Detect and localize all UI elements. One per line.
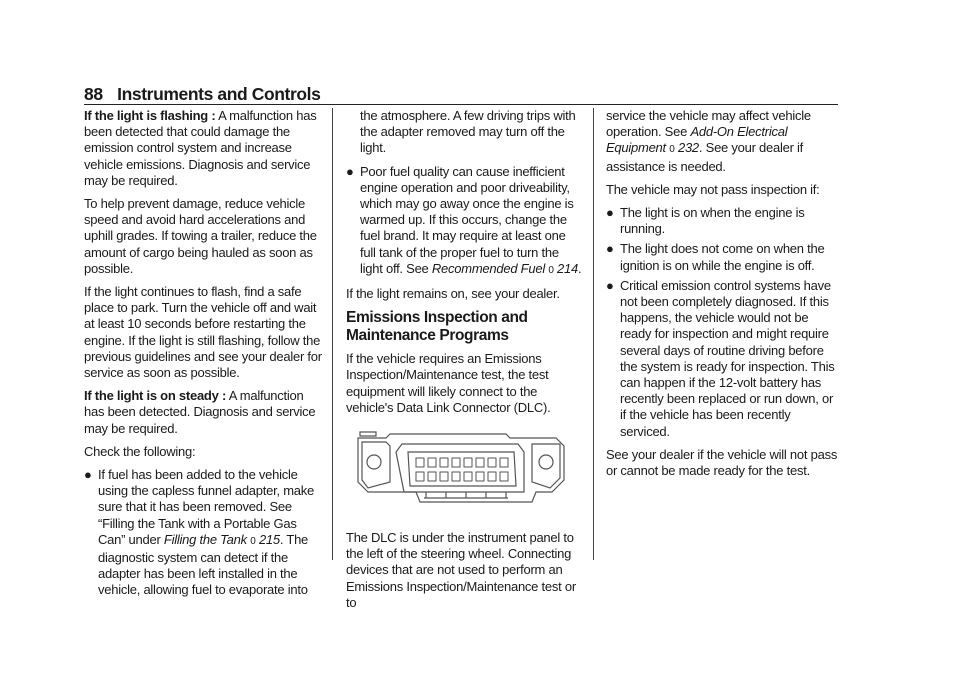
page-ref-icon: 0 bbox=[250, 535, 256, 547]
paragraph-flashing: If the light is flashing : A malfunction has been detected that could damage the emission control system and increase vehicle emissions. Diagnosis and service may be required. bbox=[84, 108, 317, 188]
bullet-icon: ● bbox=[606, 241, 614, 257]
fuel-list bbox=[346, 164, 582, 279]
paragraph-dlc-location: The DLC is under the instrument panel to the left of the steering wheel. Connecting devices that are not used to perform an Emissions Inspection/Maintenance test or to bbox=[346, 530, 576, 610]
flashing-label: If the light is flashing : bbox=[84, 108, 216, 123]
bullet-icon: ● bbox=[606, 205, 614, 221]
bullet-continuation: the atmosphere. A few driving trips with the adapter removed may turn off the light. bbox=[360, 108, 576, 156]
bullet-icon: ● bbox=[606, 277, 614, 293]
page-ref-number[interactable]: 232 bbox=[677, 140, 699, 156]
list-item: ● The light is on when the engine is running. bbox=[606, 205, 805, 237]
paragraph-continuation: service the vehicle may affect vehicle operation. See Add-On Electrical Equipment 0 232. See your dealer if assistance is needed. bbox=[606, 108, 811, 174]
section-heading: Emissions Inspection and Maintenance Programs bbox=[346, 309, 528, 345]
page-ref-icon: 0 bbox=[669, 144, 675, 156]
list-item: ● Poor fuel quality can cause inefficient engine operation and poor driveability, which may go away once the engine is warmed up. If this occurs, change the fuel brand. It may require at least one full tank of the proper fuel to turn the light off. See Recommended Fuel 0 214. bbox=[346, 163, 582, 276]
check-list bbox=[84, 467, 324, 599]
column-divider-1 bbox=[332, 108, 333, 560]
column-3 bbox=[606, 108, 842, 486]
bullet-icon: ● bbox=[346, 163, 354, 179]
paragraph-not-pass: The vehicle may not pass inspection if: bbox=[606, 181, 820, 197]
list-item: ● Critical emission control systems have not been completely diagnosed. If this happens, the vehicle would not be ready for inspection and might require several days of routine driving before the system is ready for inspection. This can happen if the 12-volt battery has recently been replaced or run down, or if the vehicle has been recently serviced. bbox=[606, 277, 835, 439]
cross-reference-link[interactable]: Add-On Electrical Equipment bbox=[606, 124, 788, 156]
page-ref-icon: 0 bbox=[548, 264, 554, 276]
dlc-connector-illustration bbox=[346, 430, 582, 516]
paragraph-requires-test: If the vehicle requires an Emissions Inspection/Maintenance test, the test equipment will likely connect to the vehicle's Data Link Connector (DLC). bbox=[346, 351, 551, 415]
bullet-icon: ● bbox=[84, 467, 92, 483]
cross-reference-link[interactable]: Filling the Tank bbox=[163, 531, 247, 547]
cross-reference-link[interactable]: Recommended Fuel bbox=[431, 260, 545, 276]
section-title: Instruments and Controls bbox=[117, 84, 321, 104]
paragraph-steady: If the light is on steady : A malfunction has been detected. Diagnosis and service may be required. bbox=[84, 388, 316, 436]
column-2 bbox=[346, 108, 582, 618]
paragraph-check: Check the following: bbox=[84, 443, 196, 459]
list-item: ● The light does not come on when the ignition is on while the engine is off. bbox=[606, 241, 825, 273]
header-rule bbox=[84, 104, 838, 105]
column-1 bbox=[84, 108, 324, 606]
steady-label: If the light is on steady : bbox=[84, 388, 227, 404]
column-divider-2 bbox=[593, 108, 594, 560]
paragraph-final: See your dealer if the vehicle will not pass or cannot be made ready for the test. bbox=[606, 446, 838, 479]
list-item: ● If fuel has been added to the vehicle using the capless funnel adapter, make sure that it has been removed. See “Filling the Tank with a Portable Gas Can” under Filling the Tank 0 215. The diagnostic system can detect if the adapter has been left installed in the vehicle, allowing fuel to evaporate into bbox=[84, 467, 314, 598]
paragraph-remains-on: If the light remains on, see your dealer. bbox=[346, 286, 560, 302]
page-ref-number[interactable]: 214 bbox=[557, 260, 578, 276]
page-number: 88 bbox=[84, 84, 103, 104]
paragraph-prevent-damage: To help prevent damage, reduce vehicle speed and avoid hard accelerations and uphill grades. If towing a trailer, reduce the amount of cargo being hauled as soon as possible. bbox=[84, 196, 317, 276]
page-ref-number[interactable]: 215 bbox=[258, 531, 280, 547]
inspection-list bbox=[606, 205, 842, 440]
paragraph-continues-flash: If the light continues to flash, find a safe place to park. Turn the vehicle off and wait at least 10 seconds before restarting the engine. If the light is still flashing, follow the previous guidelines and see your dealer for service as soon as possible. bbox=[84, 284, 322, 381]
page-header bbox=[84, 84, 838, 105]
